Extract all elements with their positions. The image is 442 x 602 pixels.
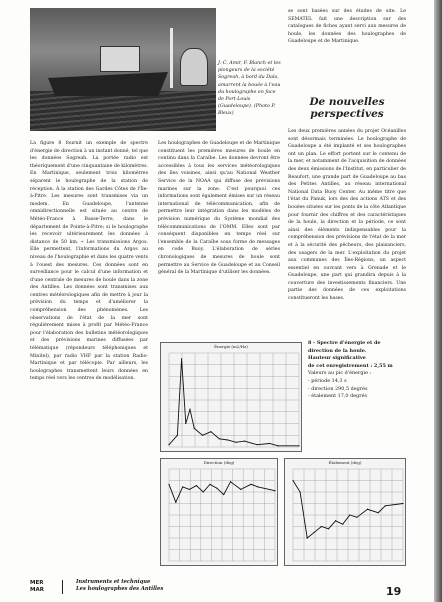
data-point [402,503,403,504]
spec-line3: Valeurs au pic d'énergie : [308,370,372,377]
footer-divider [62,580,63,594]
spec-title: 8 - Spectre d'énergie et de direction de la houle. [308,340,381,354]
spec-line1: Hauteur significative [308,355,366,362]
direction-chart [160,458,278,566]
right-paragraph: Les deux premières années du projet Océanilles sont désormais terminées. Le houlographe de Guadeloupe a été implanté et ses houlographes ont un plan. Le effort portent sur le contenu de la mer, et notamment de l'acquisition de données des deux émissions de l'Institut, en particulier de Beaufort, une grande part de Guadeloupe au bas des Petites Antilles, au réseau international National Data Buoy Center. Au même titre que l'état du Panuk, lors des des actions ATS et des bouées situées sur les ponts de la côte Atlantique pour fournir des chiffres et des caractéristiques de la houle, la direction et la période, ce sont ainsi des éléments indispensables pour la compréhension des prévisions de l'état de la mer et à la sécurité des pêcheurs, des plaisanciers, des usagers de la mer. L'exploitation du projet aux communes des Îles-Régions, un aspect essentiel en ouvrant vers à Grenade et le Guadeloupe, une part qui grandira depuis à la couverture des investissements financiers. Une partie des données de ces exploitations constitueront les bases. [288,129,406,302]
data-point [185,423,186,424]
logo-line1: MER [30,580,44,586]
data-point [168,444,169,445]
data-point [321,526,322,527]
spectrum-legend [308,340,406,452]
data-point [378,512,379,513]
direction-chart-title: Direction (deg) [203,460,235,465]
data-point [307,537,308,538]
spec-line4: - période 14,3 s [308,377,347,384]
spreading-chart-title: Étalement (deg) [328,460,362,465]
data-point [227,439,228,440]
data-point [314,532,315,533]
data-point [182,486,183,487]
data-point [244,441,245,442]
data-point [219,438,220,439]
data-point [385,505,386,506]
data-point [181,358,182,359]
direction-chart-plot [161,459,278,566]
data-point [230,481,231,482]
data-point [277,445,278,446]
data-point [202,435,203,436]
data-point [298,445,299,446]
photo-sea [30,91,216,131]
data-point [189,489,190,490]
page-number: 19 [386,585,402,598]
data-point [196,485,197,486]
data-point [328,528,329,529]
footer-line2: Les houlographes des Antilles [76,586,164,592]
section-heading-line1: De nouvelles [309,96,385,108]
section-heading-line2: perspectives [310,108,384,120]
data-point [335,520,336,521]
logo-line2: MAR [30,586,44,593]
photo-buoy [180,48,208,86]
data-point [250,484,251,485]
data-point [210,431,211,432]
magazine-logo [30,580,60,593]
middle-text-column [158,140,280,338]
energy-chart-title: Énergie (m2/Hz) [214,344,248,349]
data-point [203,491,204,492]
data-point [274,490,275,491]
footer-line1: Instruments et technique [76,579,151,585]
data-point [256,444,257,445]
data-point [240,489,241,490]
data-point [223,494,224,495]
photo-caption: J.-C. Amir, F. Blanch et les plongeurs de la société Sogreah, à bord du Dala, amarrent la bouée à l'eau du houlographe en face de Port-Louis (Guadeloupe). (Photo P. Bleux) [218,61,281,117]
data-point [175,502,176,503]
data-point [209,484,210,485]
scan-edge-shadow [434,0,442,602]
data-point [349,514,350,515]
left-text-column [30,140,148,572]
top-right-paragraph: se sont basées sur des études de site. Le SEMATEL fait une description sur des catalogues de fiches ayant servi aux mesures de houle, les données des houlographes de Guadeloupe et de Martinique. [288,9,406,45]
spec-line2: de cet enregistrement : 2,55 m [308,362,393,369]
data-point [177,435,178,436]
data-point [257,486,258,487]
data-point [189,409,190,410]
data-point [194,428,195,429]
spec-line5: - direction 290,5 degrés [308,385,368,392]
energy-chart-plot [161,343,302,452]
left-paragraph: La figure 8 fournit un exemple de spectre d'énergie de direction à un instant donné, tel que les données Sogreah. La portée radio est théoriquement d'une cinquantaine de kilomètres. En Martinique, seulement trois kilomètres séparent le houlographe de la station de réception. À la station des Gardes Côtes de l'Île-à-Pitre. Les mesures sont transmises via un modem. En Guadeloupe, l'antenne omnidirectionnelle est située au centre de Météo-France à Basse-Terre, dans le département de Pointe-à-Pitre; si le houlographe les recevoir ultérieurement les données à distance de 50 km. « Les transmissions Argos. Elle permettent, l'informations du Argos au niveau de l'houlographie et dans les quatre vents à l'ouest des mesures. Ces données sont en surveillance pour le calcul d'une information et d'une centrale de mesures de houle dans la zone des Antilles. Les données sont transmises aux centres météorologiques afin de mettre à jour la prévision du temps et d'améliorer la compréhension des phénomènes. Les observations de l'état de la mer sont régulièrement mises à profit par Météo-France pour l'élaboration des bulletins météorologiques et des prévisions marines diffusées par télématique (répondeurs téléphoniques et Minitel), par radio VHF par la station Radio-Martinique et par télécopie. Par ailleurs, les houlographes transmettent leurs données en temps réel vers les centres de modélisation. [30,141,148,382]
spreading-chart [284,458,406,566]
data-point [216,488,217,489]
middle-paragraph: Les houlographes de Guadeloupe et de Martinique constituent les premières mesures de houle en continu dans la Caraïbe. Les données devront être accessibles à tous les services météorologiques des îles voisines, ainsi qu'au National Weather Service de la NOAA qui diffuse des prévisions marines sur la zone. C'est pourquoi ces informations sont également émises sur un réseau international de télécommunication, afin de permettre leur intégration dans les modèles de prévision numérique du Système mondial des télécommunications de l'OMM. Elles sont par conséquent disponibles en temps réel sur l'ensemble de la Caraïbe sous forme de messages en code Buoy. L'élaboration de séries chronologiques de mesures de houle sont permettre au Service de Guadeloupe et au Conseil général de la Martinique d'utiliser les données. [158,141,280,276]
data-point [292,480,293,481]
data-point [367,509,368,510]
data-point [299,491,300,492]
spreading-chart-plot [285,459,406,566]
data-point [356,517,357,518]
top-right-text-column [288,8,406,88]
data-point [342,524,343,525]
footer-section-title [76,579,296,593]
data-point [168,484,169,485]
boat-photo [30,8,216,131]
photo-crane [170,28,173,88]
energy-chart [160,342,302,452]
photo-boat-cabin [100,46,140,72]
data-point [235,442,236,443]
spec-line6: - étalement 17,0 degrés [308,393,367,400]
right-text-column [288,128,406,336]
section-heading [292,96,402,120]
data-point [269,443,270,444]
